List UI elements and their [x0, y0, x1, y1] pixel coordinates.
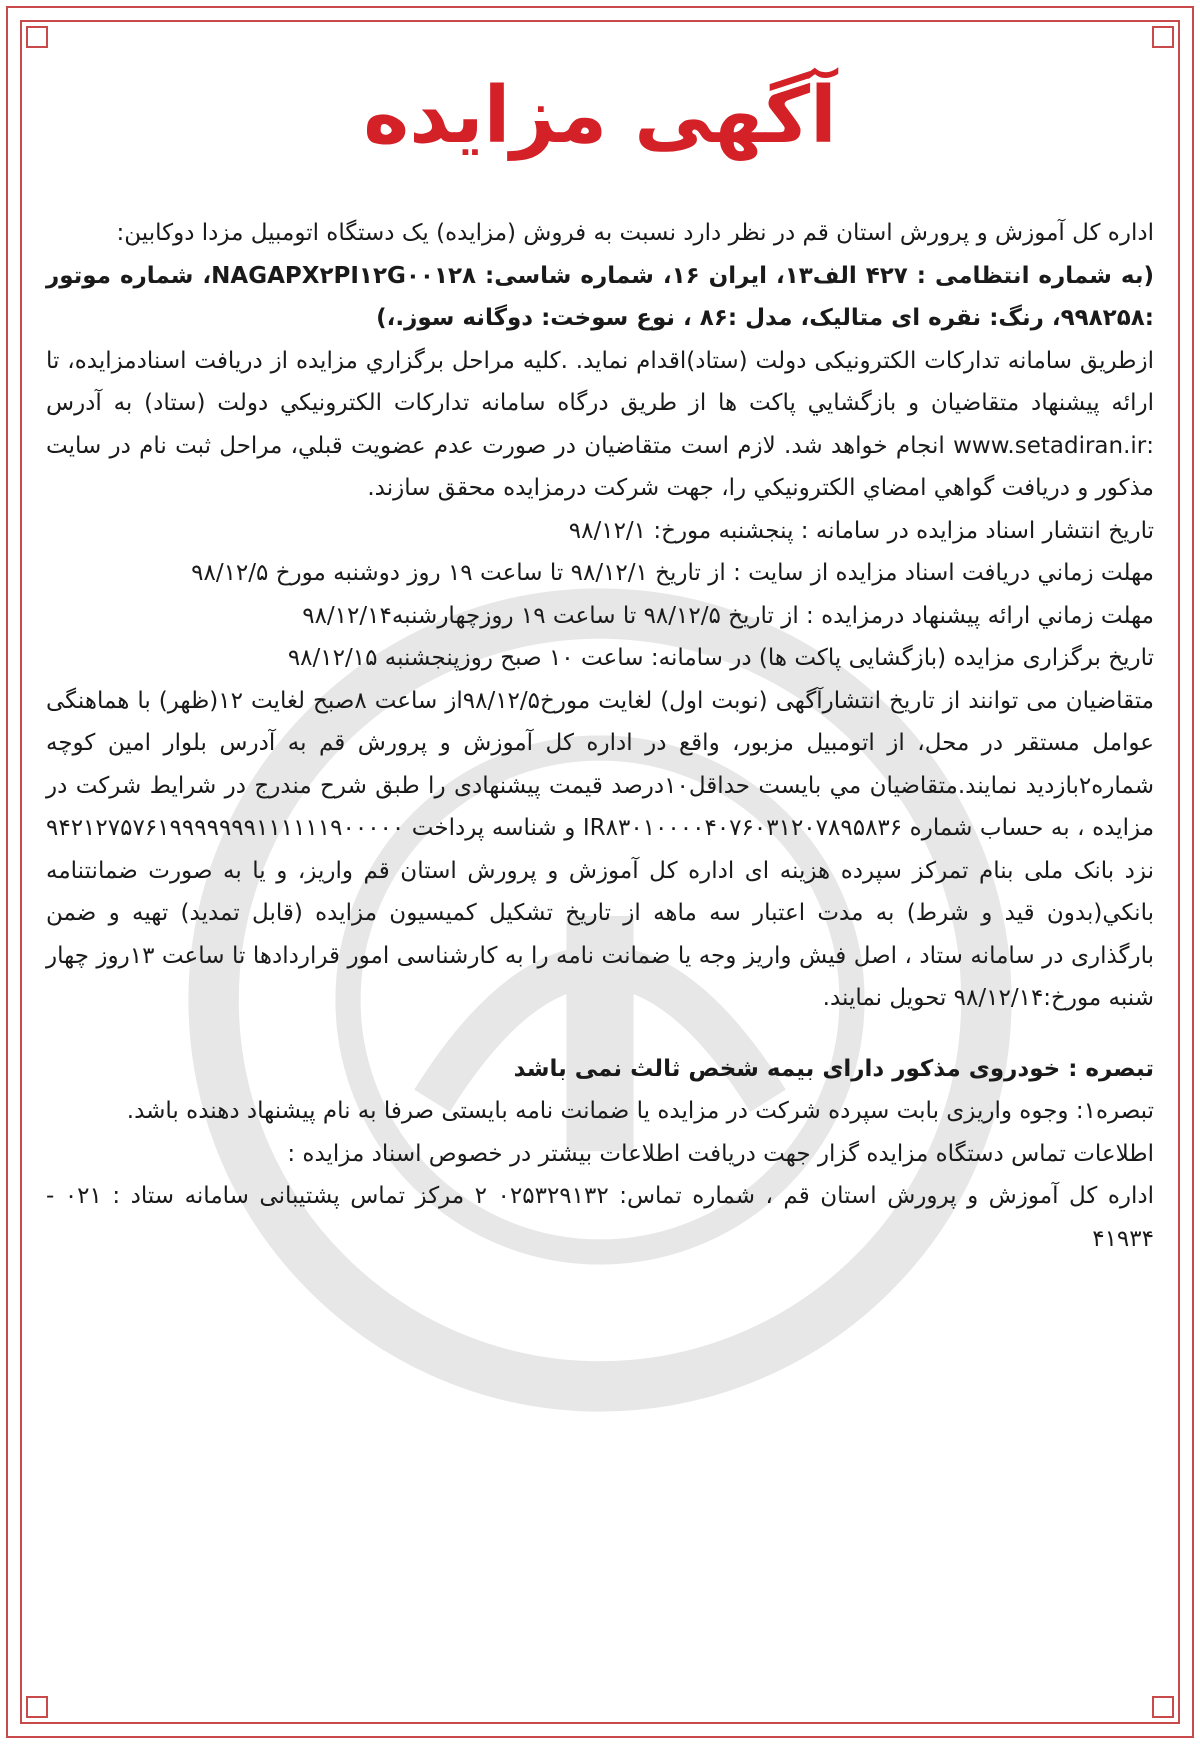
spacer: [46, 1020, 1154, 1048]
document-deadline: مهلت زماني دريافت اسناد مزایده از سايت : از تاریخ ۹۸/۱۲/۱ تا ساعت ۱۹ روز دوشنبه مورخ ۹۸/۱۲/۵: [191, 560, 1154, 586]
offer-deadline: مهلت زماني ارائه پيشنهاد درمزایده : از تاریخ ۹۸/۱۲/۵ تا ساعت ۱۹ روزچهارشنبه۹۸/۱۲/۱۴: [302, 602, 1154, 629]
frame-corner: [1152, 1696, 1174, 1718]
frame-corner: [26, 1696, 48, 1718]
notice-title: آگهی مزایده: [363, 71, 837, 161]
procedure-paragraph: ازطریق سامانه تدارکات الکترونیکی دولت (ستاد)اقدام نماید. .کلیه مراحل برگزاري مزایده از دریافت اسنادمزایده، تا ارائه پیشنهاد متقاضیان و بازگشايي پاکت ها از طریق درگاه سامانه تداركات الکترونيکي دولت (ستاد) به آدرس :www.setadiran.ir انجام خواهد شد. لازم است متقاضيان در صورت عدم عضويت قبلي، مراحل ثبت نام در سايت مذکور و دريافت گواهي امضاي الکترونيکي را، جهت شرکت درمزایده محقق سازند.: [46, 347, 1154, 501]
frame-corner: [26, 26, 48, 48]
opening-date: تاریخ برگزاری مزایده (بازگشایی پاکت ها) در سامانه: ساعت ۱۰ صبح روزپنجشنبه ۹۸/۱۲/۱۵: [287, 645, 1154, 671]
frame-corner: [1152, 26, 1174, 48]
vehicle-spec: (به شماره انتظامی : ۴۲۷ الف۱۳، ایران ۱۶، شماره شاسی: NAGAPX۲PI۱۲G۰۰۱۲۸، شماره موتور :۹۹۸۲۵۸، رنگ: نقره ای متالیک، مدل :۸۶ ، نوع سوخت: دوگانه سوز.،): [46, 262, 1154, 331]
contact-intro: اطلاعات تماس دستگاه مزایده گزار جهت دریافت اطلاعات بیشتر در خصوص اسناد مزایده :: [287, 1140, 1154, 1167]
contact-info: اداره کل آموزش و پرورش استان قم ، شماره تماس: ۰۲۵۳۲۹۱۳۲ ۲ مرکز تماس پشتیبانی سامانه ستاد : ۰۲۱ - ۴۱۹۳۴: [46, 1183, 1154, 1252]
main-note: تبصره : خودروی مذکور دارای بیمه شخص ثالث نمی باشد: [513, 1055, 1154, 1082]
note-1: تبصره۱: وجوه واریزی بابت سپرده شرکت در مزایده یا ضمانت نامه بایستی صرفا به نام پیشنهاد دهنده باشد.: [126, 1098, 1154, 1124]
publish-date: تاریخ انتشار اسناد مزایده در سامانه : پنجشنبه مورخ: ۹۸/۱۲/۱: [568, 517, 1154, 544]
notice-body: [46, 212, 1154, 1260]
terms-paragraph: متقاضیان می توانند از تاریخ انتشارآگهی (نوبت اول) لغایت مورخ۹۸/۱۲/۵از ساعت ۸صبح لغایت ۱۲(ظهر) با هماهنگی عوامل مستقر در محل، از اتومبیل مزبور، واقع در اداره کل آموزش و پرورش قم به آدرس بلوار امین کوچه شماره۲بازدید نمایند.متقاضیان مي بایست حداقل۱۰درصد قیمت پیشنهادی را طبق شرح مندرج در شرایط شرکت در مزایده ، به حساب شماره IR۸۳۰۱۰۰۰۰۴۰۷۶۰۳۱۲۰۷۸۹۵۸۳۶ و شناسه پرداخت ۹۴۲۱۲۷۵۷۶۱۹۹۹۹۹۹۹۱۱۱۱۱۱۹۰۰۰۰۰ نزد بانک ملی بنام تمرکز سپرده هزینه ای اداره کل آموزش و پرورش استان قم واریز، و یا به صورت ضمانتنامه بانکي(بدون قید و شرط) به مدت اعتبار سه ماهه از تاریخ تشکیل کمیسیون مزایده (قابل تمدید) تهیه و ضمن بارگذاری در سامانه ستاد ، اصل فیش واریز وجه یا ضمانت نامه را به کارشناسی امور قراردادها تا ساعت ۱۳روز چهار شنبه مورخ:۹۸/۱۲/۱۴ تحویل نمایند.: [46, 687, 1155, 1011]
intro-paragraph: اداره کل آموزش و پرورش استان قم در نظر دارد نسبت به فروش (مزایده) یک دستگاه اتومبیل مزدا دوکابین:: [116, 220, 1154, 246]
